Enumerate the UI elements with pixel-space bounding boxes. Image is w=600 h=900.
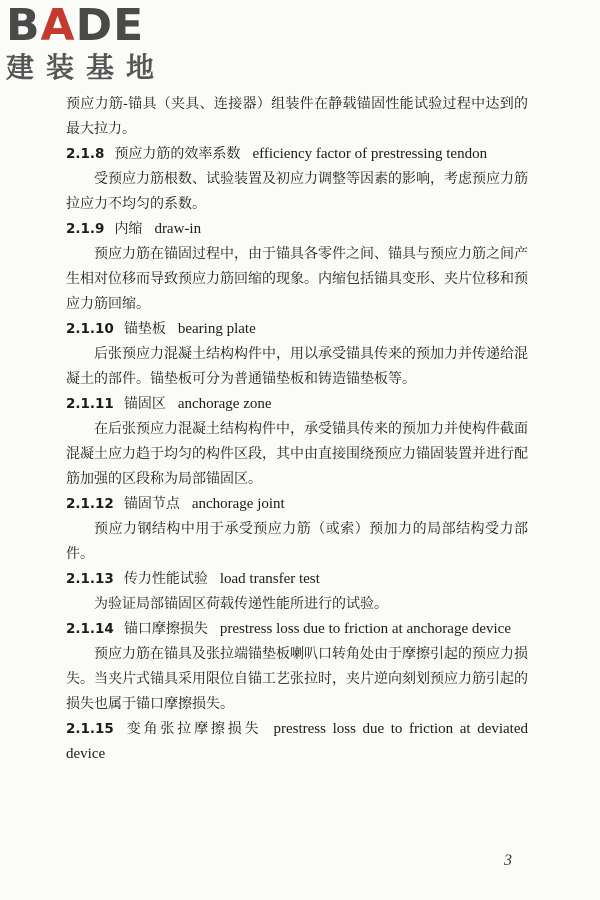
term-entry: [66, 617, 528, 717]
logo-brand: [6, 0, 176, 51]
term-entry: [66, 567, 528, 617]
term-chinese: 内缩: [114, 221, 143, 237]
logo-brand-right: DE: [75, 0, 145, 51]
term-chinese: 变角张拉摩擦损失: [123, 721, 262, 737]
term-number: 2.1.15: [66, 721, 114, 737]
term-number: 2.1.12: [66, 496, 114, 512]
term-entry: [66, 492, 528, 567]
term-definition: 预应力筋在锚具及张拉端锚垫板喇叭口转角处由于摩擦引起的预应力损失。当夹片式锚具采用限位自锚工艺张拉时，夹片逆向刻划预应力筋引起的损失也属于锚口摩擦损失。: [66, 646, 528, 712]
page-number: 3: [504, 852, 512, 869]
term-chinese: 锚垫板: [123, 321, 166, 337]
term-definition: 预应力钢结构中用于承受预应力筋（或索）预加力的局部结构受力部件。: [66, 521, 528, 562]
term-definition: 后张预应力混凝土结构构件中，用以承受锚具传来的预加力并传递给混凝土的部件。锚垫板可分为普通锚垫板和铸造锚垫板等。: [66, 346, 528, 387]
term-chinese: 锚固区: [123, 396, 166, 412]
intro-paragraph: 预应力筋-锚具（夹具、连接器）组装件在静载锚固性能试验过程中达到的最大拉力。: [66, 96, 528, 137]
term-english: bearing plate: [177, 321, 256, 337]
term-definition: 受预应力筋根数、试验装置及初应力调整等因素的影响，考虑预应力筋拉应力不均匀的系数。: [66, 171, 528, 212]
term-number: 2.1.14: [66, 621, 114, 637]
logo-subtitle: 建装基地: [6, 51, 167, 84]
document-body: [66, 92, 528, 767]
term-entry: [66, 217, 528, 317]
term-entry: [66, 317, 528, 392]
term-number: 2.1.8: [66, 146, 105, 162]
term-definition: 为验证局部锚固区荷载传递性能所进行的试验。: [94, 596, 388, 612]
term-definition: 在后张预应力混凝土结构构件中，承受锚具传来的预加力并使构件截面混凝土应力趋于均匀的构件区段，其中由直接围绕预应力锚固装置并进行配筋加强的区段称为局部锚固区。: [66, 421, 528, 487]
term-heading: [66, 717, 528, 767]
term-entry: [66, 392, 528, 492]
term-english: draw-in: [154, 221, 202, 237]
term-entry: [66, 142, 528, 217]
term-chinese: 锚口摩擦损失: [123, 621, 208, 637]
term-heading: [66, 142, 528, 167]
term-definition: 预应力筋在锚固过程中，由于锚具各零件之间、锚具与预应力筋之间产生相对位移而导致预应力筋回缩的现象。内缩包括锚具变形、夹片位移和预应力筋回缩。: [66, 246, 528, 312]
term-heading: [66, 392, 528, 417]
term-chinese: 锚固节点: [123, 496, 180, 512]
term-english: prestress loss due to friction at deviated device: [66, 721, 529, 762]
bade-logo: [6, 0, 176, 92]
term-heading: [66, 567, 528, 592]
term-entry: [66, 717, 528, 767]
logo-brand-mark: A: [40, 0, 76, 51]
term-english: load transfer test: [219, 571, 320, 587]
term-number: 2.1.9: [66, 221, 105, 237]
term-number: 2.1.13: [66, 571, 114, 587]
term-english: anchorage joint: [191, 496, 285, 512]
logo-brand-left: B: [6, 0, 41, 51]
term-chinese: 传力性能试验: [123, 571, 208, 587]
term-english: efficiency factor of prestressing tendon: [252, 146, 488, 162]
term-heading: [66, 217, 528, 242]
term-number: 2.1.11: [66, 396, 114, 412]
term-heading: [66, 317, 528, 342]
term-number: 2.1.10: [66, 321, 114, 337]
term-heading: [66, 617, 528, 642]
term-heading: [66, 492, 528, 517]
term-english: prestress loss due to friction at anchorage device: [219, 621, 511, 637]
term-chinese: 预应力筋的效率系数: [114, 146, 241, 162]
term-english: anchorage zone: [177, 396, 272, 412]
